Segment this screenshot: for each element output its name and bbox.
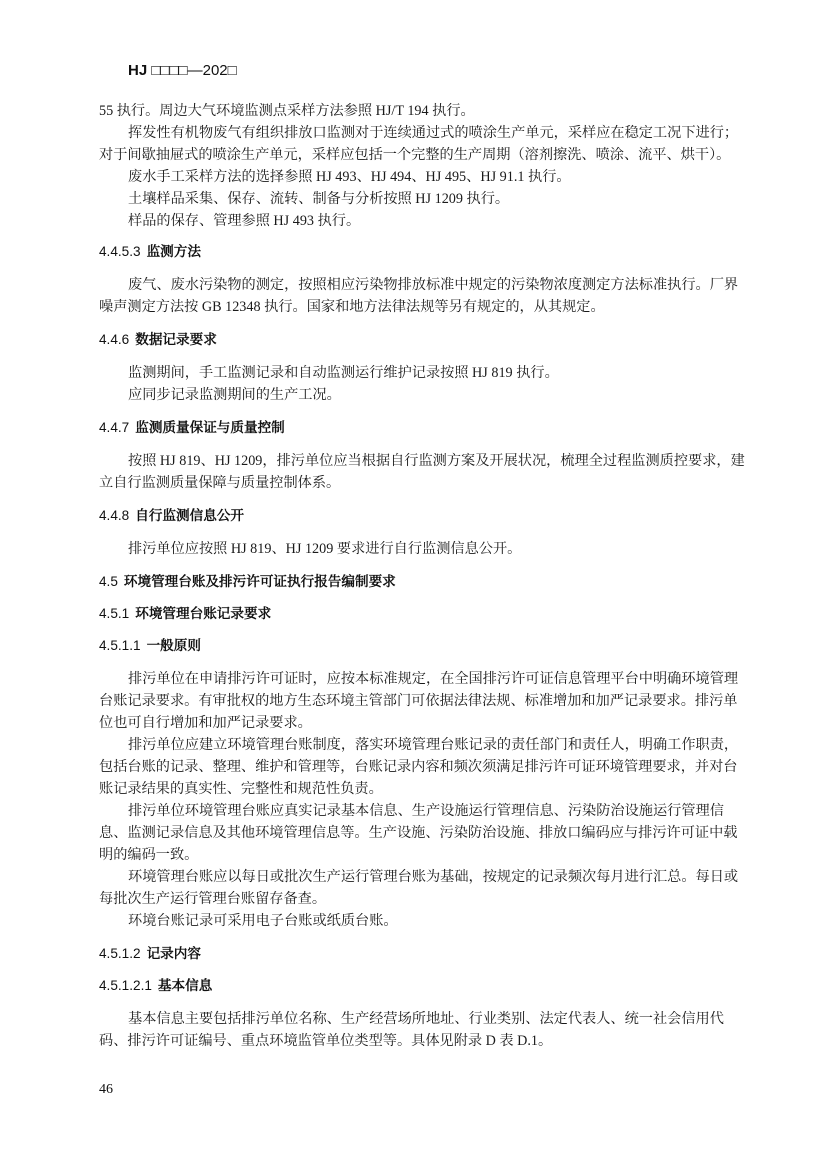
paragraph: 废气、废水污染物的测定，按照相应污染物排放标准中规定的污染物浓度测定方法标准执行。厂界噪声测定方法按 GB 12348 执行。国家和地方法律法规等另有规定的，从其规定。 <box>99 277 739 315</box>
document-body <box>99 100 749 1052</box>
standard-prefix: HJ <box>128 62 148 79</box>
paragraph: 环境台账记录可采用电子台账或纸质台账。 <box>128 913 398 929</box>
paragraph: 排污单位应建立环境管理台账制度，落实环境管理台账记录的责任部门和责任人，明确工作职责，包括台账的记录、整理、维护和管理等，台账记录内容和频次须满足排污许可证环境管理要求，并对台账记录结果的真实性、完整性和规范性负责。 <box>99 737 739 797</box>
paragraph: 排污单位在申请排污许可证时，应按本标准规定，在全国排污许可证信息管理平台中明确环境管理台账记录要求。有审批权的地方生态环境主管部门可依据法律法规、标准增加和加严记录要求。排污单位也可自行增加和加严记录要求。 <box>99 671 739 731</box>
section-heading: 4.5.1 环境管理台账记录要求 <box>99 606 272 621</box>
section-heading: 4.4.7 监测质量保证与质量控制 <box>99 420 285 435</box>
paragraph: 按照 HJ 819、HJ 1209，排污单位应当根据自行监测方案及开展状况，梳理全过程监测质控要求，建立自行监测质量保障与质量控制体系。 <box>99 453 745 491</box>
paragraph: 环境管理台账应以每日或批次生产运行管理台账为基础，按规定的记录频次每月进行汇总。每日或每批次生产运行管理台账留存备查。 <box>99 869 739 907</box>
paragraph: 应同步记录监测期间的生产工况。 <box>128 387 341 403</box>
section-heading: 4.5.1.2.1 基本信息 <box>99 978 213 993</box>
paragraph: 排污单位环境管理台账应真实记录基本信息、生产设施运行管理信息、污染防治设施运行管理信息、监测记录信息及其他环境管理信息等。生产设施、污染防治设施、排放口编码应与排污许可证中载明的编码一致。 <box>99 803 738 863</box>
section-heading: 4.4.6 数据记录要求 <box>99 332 217 347</box>
paragraph: 样品的保存、管理参照 HJ 493 执行。 <box>128 213 361 229</box>
paragraph: 55 执行。周边大气环境监测点采样方法参照 HJ/T 194 执行。 <box>99 103 475 119</box>
page-header <box>128 62 237 79</box>
section-heading: 4.4.8 自行监测信息公开 <box>99 508 244 523</box>
paragraph: 排污单位应按照 HJ 819、HJ 1209 要求进行自行监测信息公开。 <box>128 541 522 557</box>
paragraph: 废水手工采样方法的选择参照 HJ 493、HJ 494、HJ 495、HJ 91.1 执行。 <box>128 169 571 185</box>
standard-code: □□□□—202□ <box>151 62 237 79</box>
paragraph: 基本信息主要包括排污单位名称、生产经营场所地址、行业类别、法定代表人、统一社会信用代码、排污许可证编号、重点环境监管单位类型等。具体见附录 D 表 D.1。 <box>99 1011 724 1049</box>
paragraph: 土壤样品采集、保存、流转、制备与分析按照 HJ 1209 执行。 <box>128 191 510 207</box>
section-heading: 4.5.1.1 一般原则 <box>99 638 201 653</box>
section-heading: 4.4.5.3 监测方法 <box>99 244 201 259</box>
section-heading: 4.5.1.2 记录内容 <box>99 946 201 961</box>
section-heading: 4.5 环境管理台账及排污许可证执行报告编制要求 <box>99 574 396 589</box>
paragraph: 监测期间，手工监测记录和自动监测运行维护记录按照 HJ 819 执行。 <box>128 365 559 381</box>
page-number: 46 <box>99 1082 113 1097</box>
paragraph: 挥发性有机物废气有组织排放口监测对于连续通过式的喷涂生产单元，采样应在稳定工况下进行；对于间歇抽屉式的喷涂生产单元，采样应包括一个完整的生产周期（溶剂擦洗、喷涂、流平、烘干）。 <box>99 125 739 163</box>
